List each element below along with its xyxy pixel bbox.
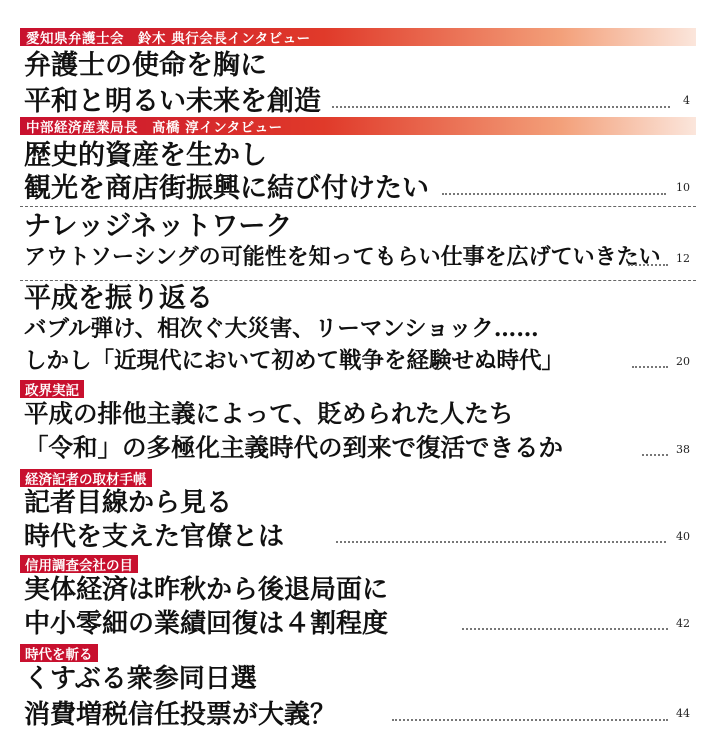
section-tag [20, 469, 152, 487]
page-number: 38 [676, 443, 690, 456]
section-banner-label: 愛知県弁護士会 鈴木 典行会長インタビュー [26, 31, 311, 47]
dot-leader [442, 193, 666, 195]
section-banner [20, 117, 696, 135]
section-tag [20, 555, 138, 573]
headline: 平和と明るい未来を創造 [24, 86, 321, 117]
dot-leader [392, 719, 668, 721]
headline: バブル弾け、相次ぐ大災害、リーマンショック…… [24, 316, 539, 342]
page-number: 20 [676, 355, 690, 368]
divider [20, 206, 696, 207]
headline: 観光を商店街振興に結び付けたい [24, 173, 429, 204]
headline: ナレッジネットワーク [24, 211, 293, 242]
divider [20, 280, 696, 281]
headline: くすぶる衆参同日選 [24, 664, 257, 694]
dot-leader [632, 366, 668, 368]
dot-leader [336, 541, 666, 543]
section-tag-label: 政界実記 [25, 383, 79, 399]
headline: 弁護士の使命を胸に [24, 50, 267, 81]
page-number: 40 [676, 530, 690, 543]
headline: 実体経済は昨秋から後退局面に [24, 575, 389, 605]
headline: 時代を支えた官僚とは [24, 522, 285, 552]
headline: 平成の排他主義によって、貶められた人たち [24, 399, 514, 428]
headline: 中小零細の業績回復は４割程度 [24, 609, 389, 639]
section-tag [20, 644, 98, 662]
headline: 消費増税信任投票が大義？ [24, 700, 337, 730]
page-number: 4 [683, 94, 690, 107]
headline: 「令和」の多極化主義時代の到来で復活できるか [24, 433, 563, 462]
headline: 歴史的資産を生かし [24, 140, 267, 171]
page-number: 12 [676, 252, 690, 265]
section-tag [20, 380, 84, 398]
page-number: 42 [676, 617, 690, 630]
headline: しかし「近現代において初めて戦争を経験せぬ時代」 [24, 348, 565, 374]
dot-leader [462, 628, 668, 630]
section-tag-label: 経済記者の取材手帳 [25, 472, 147, 488]
dot-leader [628, 264, 668, 266]
dot-leader [332, 106, 670, 108]
page-number: 44 [676, 707, 690, 720]
section-tag-label: 信用調査会社の目 [25, 558, 133, 574]
dot-leader [642, 454, 668, 456]
page-number: 10 [676, 181, 690, 194]
headline: 平成を振り返る [24, 283, 213, 314]
headline: アウトソーシングの可能性を知ってもらい仕事を広げていきたい [24, 245, 661, 270]
headline: 記者目線から見る [24, 488, 233, 518]
section-banner-label: 中部経済産業局長 髙橋 淳インタビュー [26, 120, 283, 136]
section-banner [20, 28, 696, 46]
section-tag-label: 時代を斬る [25, 647, 93, 663]
